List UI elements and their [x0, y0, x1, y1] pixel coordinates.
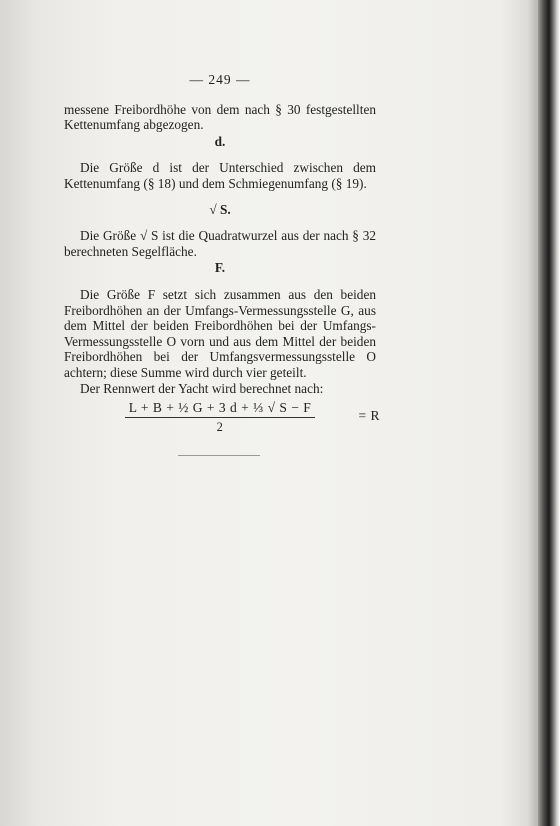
paragraph-formula-intro: Der Rennwert der Yacht wird berechnet nach: — [80, 380, 324, 396]
page-number: — 249 — — [189, 72, 251, 87]
formula-result: = R — [358, 408, 380, 424]
section-heading-sqrt-s: √ S. — [209, 201, 231, 217]
section-heading-f: F. — [214, 260, 226, 276]
paragraph-d: Die Größe d ist der Unterschied zwischen dem Kettenumfang (§ 18) und dem Schmiegenumfang (§ 19). — [64, 160, 376, 191]
formula-denominator: 2 — [216, 419, 224, 434]
paragraph-continuation: messene Freibordhöhe von dem nach § 30 festgestellten Kettenumfang abgezogen. — [64, 101, 376, 133]
section-heading-d: d. — [214, 133, 226, 149]
formula-numerator: L + B + ½ G + 3 d + ⅓ √ S − F — [125, 400, 316, 418]
paragraph-sqrt-s: Die Größe √ S ist die Quadratwurzel aus der nach § 32 berechneten Segelfläche. — [64, 228, 376, 259]
page-content — [64, 60, 380, 435]
paragraph-f: Die Größe F setzt sich zusammen aus den beiden Freibordhöhen an der Umfangs-Vermessungsstelle G, aus dem Mittel der beiden Freibordhöhen bei der Umfangs-Vermessungsstelle O vorn und aus dem Mittel der beiden Freibordhöhen bei der Umfangsvermessungsstelle O achtern; diese Summe wird durch vier geteilt. — [64, 286, 376, 380]
rating-formula — [64, 400, 380, 435]
section-divider-line — [178, 455, 260, 456]
book-spine-edge — [538, 0, 560, 826]
